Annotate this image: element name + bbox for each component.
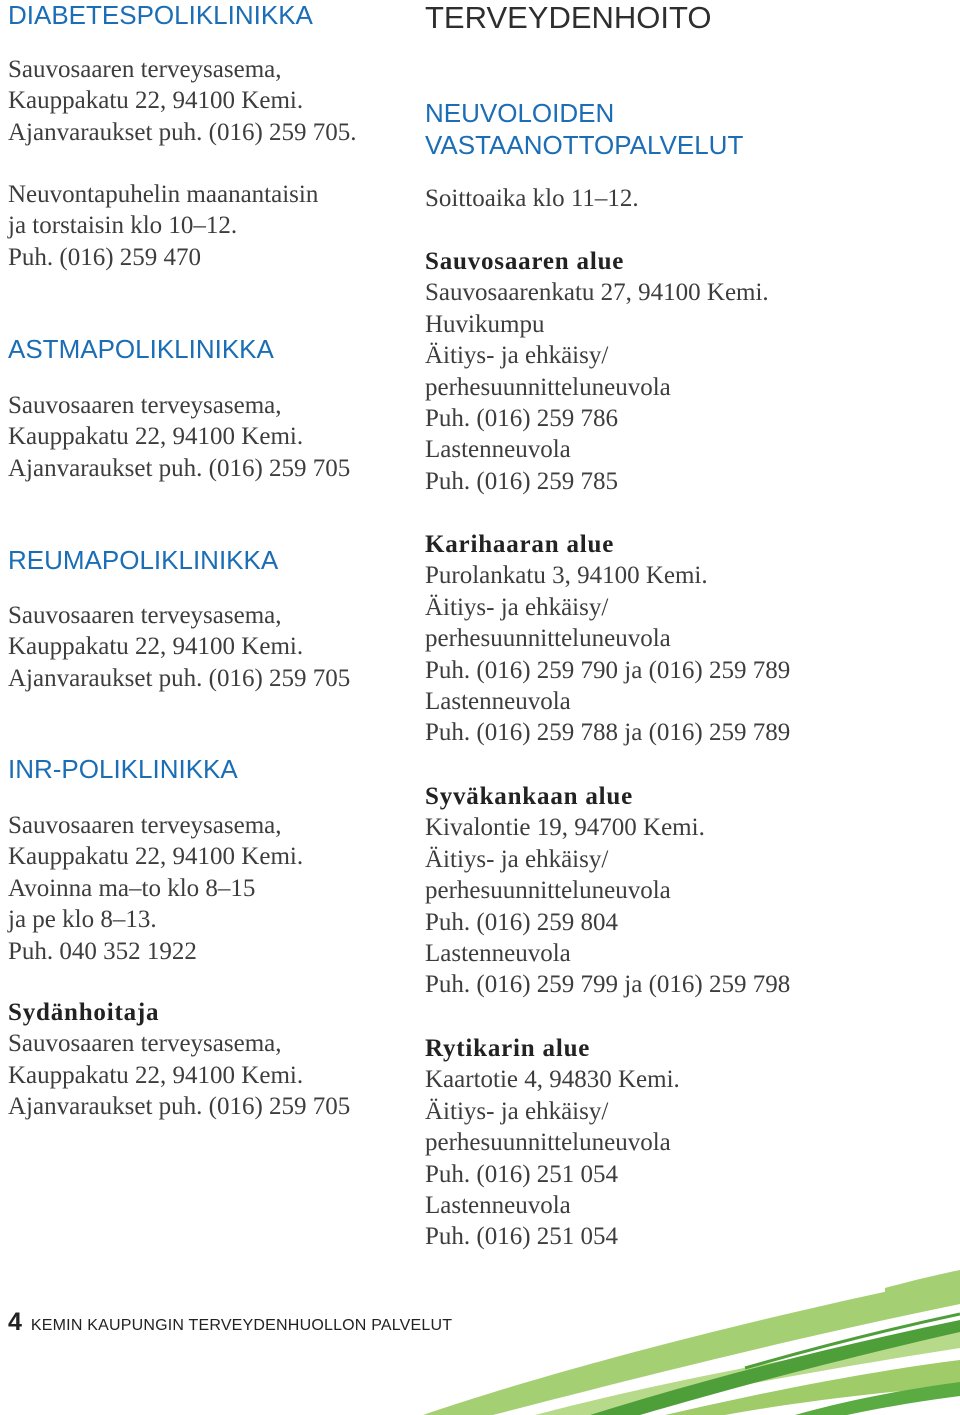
text-line: Lastenneuvola: [425, 436, 571, 464]
astma-details: [8, 390, 350, 484]
diabetes-heading: DIABETESPOLIKLINIKKA: [8, 0, 313, 30]
text-line: Avoinna ma–to klo 8–15: [8, 874, 256, 902]
sydanhoitaja-heading: Sydänhoitaja: [8, 999, 160, 1026]
text-line: Purolankatu 3, 94100 Kemi.: [425, 562, 708, 590]
text-line: Kauppakatu 22, 94100 Kemi.: [8, 633, 304, 661]
text-line: Sauvosaaren terveysasema,: [8, 56, 282, 83]
footer-title: KEMIN KAUPUNGIN TERVEYDENHUOLLON PALVELUT: [30, 1317, 453, 1334]
text-line: Ajanvaraukset puh. (016) 259 705.: [8, 118, 357, 146]
text-line: perhesuunnitteluneuvola: [425, 373, 671, 401]
text-line: Äitiys- ja ehkäisy/: [425, 342, 609, 370]
area-sauvosaari: [425, 246, 769, 497]
text-line: Sauvosaaren terveysasema,: [8, 1030, 282, 1058]
text-line: Äitiys- ja ehkäisy/: [425, 593, 609, 621]
text-line: Puh. 040 352 1922: [8, 937, 197, 965]
text-line: ja pe klo 8–13.: [8, 906, 157, 934]
text-line: perhesuunnitteluneuvola: [425, 1129, 671, 1157]
reuma-details: [8, 600, 350, 694]
text-line: Lastenneuvola: [425, 688, 571, 716]
text-line: perhesuunnitteluneuvola: [425, 625, 671, 653]
diabetes-address: [8, 54, 357, 148]
area-syvakangas: [425, 781, 790, 1001]
text-line: Kauppakatu 22, 94100 Kemi.: [8, 1061, 304, 1089]
text-line: Puh. (016) 259 786: [425, 405, 619, 433]
area-name: Rytikarin alue: [425, 1035, 591, 1062]
text-line: Kauppakatu 22, 94100 Kemi.: [8, 87, 304, 115]
text-line: Sauvosaaren terveysasema,: [8, 602, 282, 629]
text-line: Äitiys- ja ehkäisy/: [425, 845, 609, 873]
area-name: Syväkankaan alue: [425, 783, 634, 810]
text-line: Lastenneuvola: [425, 940, 571, 968]
area-karihaara: [425, 529, 790, 749]
page-footer: [8, 1308, 452, 1337]
text-line: Puh. (016) 251 054: [425, 1223, 619, 1251]
heading-line: VASTAANOTTOPALVELUT: [425, 130, 744, 160]
text-line: perhesuunnitteluneuvola: [425, 877, 671, 905]
text-line: Puh. (016) 259 788 ja (016) 259 789: [425, 719, 791, 747]
text-line: Kivalontie 19, 94700 Kemi.: [425, 814, 705, 842]
text-line: Puh. (016) 259 790 ja (016) 259 789: [425, 656, 791, 684]
astma-heading: ASTMAPOLIKLINIKKA: [8, 334, 274, 364]
sydanhoitaja-section: [8, 997, 350, 1123]
text-line: Puh. (016) 259 785: [425, 467, 619, 495]
text-line: Puh. (016) 259 804: [425, 908, 619, 936]
text-line: Sauvosaarenkatu 27, 94100 Kemi.: [425, 279, 769, 307]
reuma-heading: REUMAPOLIKLINIKKA: [8, 545, 279, 575]
inr-heading: INR-POLIKLINIKKA: [8, 754, 238, 784]
right-column: [425, 0, 950, 1280]
text-line: Puh. (016) 259 470: [8, 243, 202, 271]
text-line: Sauvosaaren terveysasema,: [8, 392, 282, 419]
heading-line: NEUVOLOIDEN: [425, 98, 615, 128]
text-line: Sauvosaaren terveysasema,: [8, 812, 282, 839]
text-line: Ajanvaraukset puh. (016) 259 705: [8, 454, 351, 482]
text-line: Ajanvaraukset puh. (016) 259 705: [8, 664, 351, 692]
text-line: Äitiys- ja ehkäisy/: [425, 1097, 609, 1125]
text-line: Huvikumpu: [425, 310, 545, 338]
text-line: Puh. (016) 259 799 ja (016) 259 798: [425, 971, 791, 999]
green-swoosh-decoration: [415, 1268, 960, 1415]
text-line: Kauppakatu 22, 94100 Kemi.: [8, 423, 304, 451]
text-line: Lastenneuvola: [425, 1192, 571, 1220]
page-title: TERVEYDENHOITO: [425, 0, 712, 35]
text-line: ja torstaisin klo 10–12.: [8, 212, 238, 240]
neuvola-heading: [425, 97, 743, 161]
diabetes-advice: [8, 179, 318, 273]
text-line: Kaartotie 4, 94830 Kemi.: [425, 1066, 680, 1094]
area-name: Karihaaran alue: [425, 531, 615, 558]
text-line: Kauppakatu 22, 94100 Kemi.: [8, 843, 304, 871]
inr-details: [8, 810, 303, 967]
area-name: Sauvosaaren alue: [425, 248, 625, 275]
area-rytikari: [425, 1033, 680, 1253]
text-line: Puh. (016) 251 054: [425, 1160, 619, 1188]
text-line: Ajanvaraukset puh. (016) 259 705: [8, 1093, 351, 1121]
page-number: 4: [8, 1308, 22, 1336]
call-time: Soittoaika klo 11–12.: [425, 185, 639, 212]
left-column: [8, 0, 413, 1200]
text-line: Neuvontapuhelin maanantaisin: [8, 181, 319, 208]
